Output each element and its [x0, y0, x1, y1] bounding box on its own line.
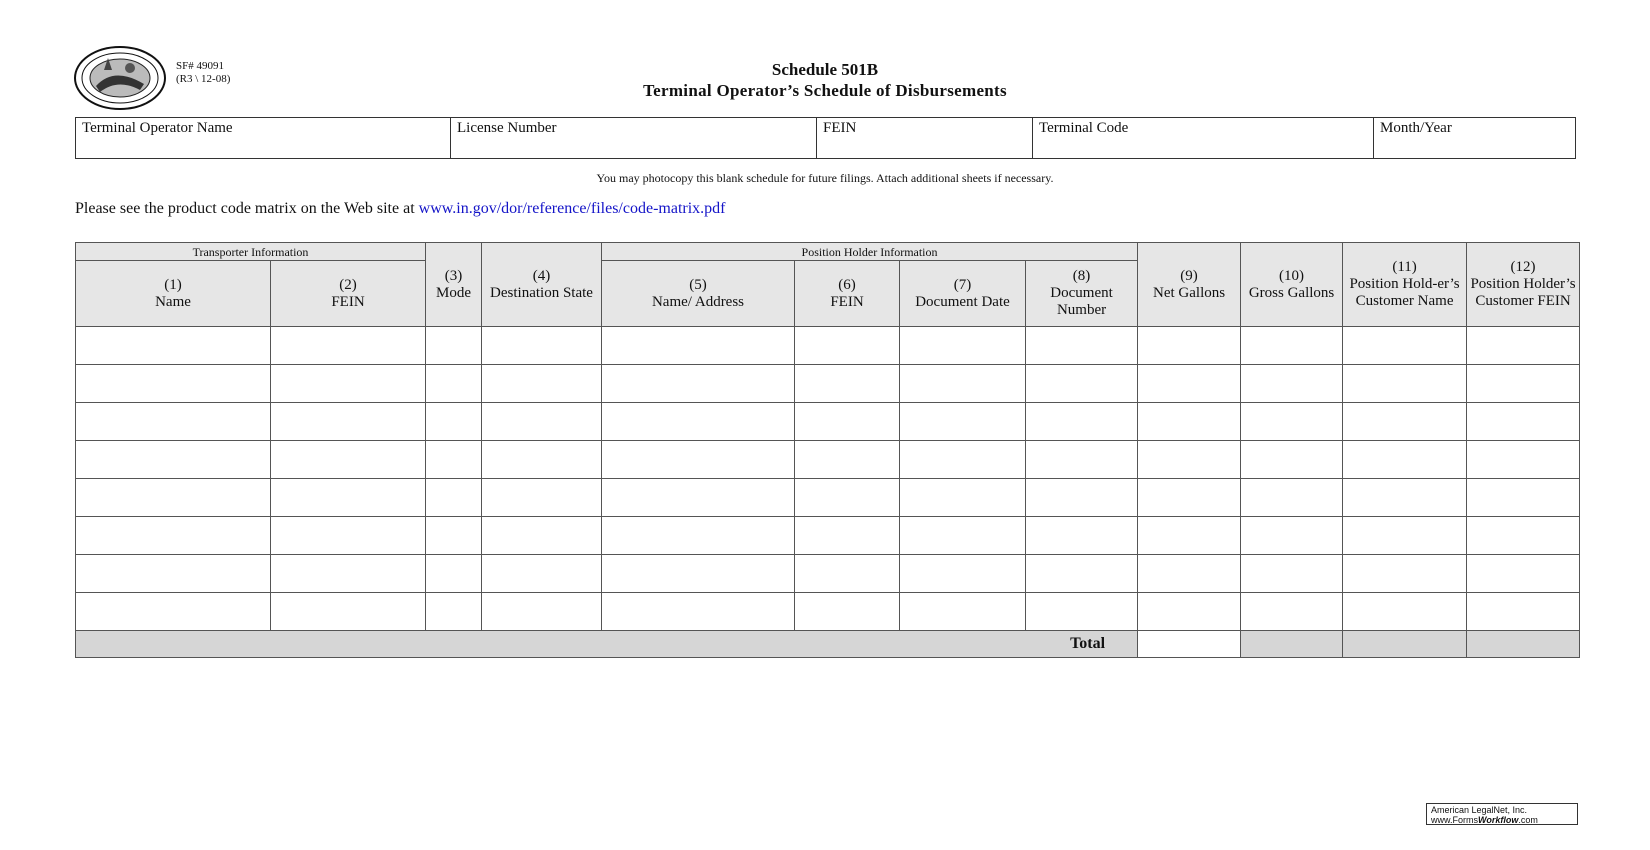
table-cell[interactable] — [1241, 403, 1343, 441]
table-cell[interactable] — [271, 479, 426, 517]
table-row — [76, 479, 1580, 517]
table-cell[interactable] — [426, 327, 482, 365]
table-cell[interactable] — [900, 327, 1026, 365]
col-number: (9) — [1180, 267, 1198, 284]
table-cell[interactable] — [1467, 555, 1580, 593]
field-label: Terminal Operator Name — [82, 120, 233, 136]
table-cell[interactable] — [482, 593, 602, 631]
table-cell[interactable] — [900, 593, 1026, 631]
col-header-customer-name — [1343, 243, 1467, 327]
table-cell[interactable] — [900, 479, 1026, 517]
table-cell[interactable] — [1241, 517, 1343, 555]
table-cell[interactable] — [482, 441, 602, 479]
table-cell[interactable] — [1467, 327, 1580, 365]
col-label: Document Number — [1050, 285, 1113, 318]
col-header-position-fein — [795, 261, 900, 327]
col-number: (5) — [689, 276, 707, 293]
table-cell[interactable] — [1467, 365, 1580, 403]
col-label: Net Gallons — [1153, 284, 1226, 301]
page-title: Schedule 501B — [771, 60, 879, 79]
table-cell[interactable] — [1343, 593, 1467, 631]
url-italic: Workflow — [1478, 815, 1519, 825]
table-row — [76, 403, 1580, 441]
table-cell[interactable] — [795, 517, 900, 555]
table-cell[interactable] — [1467, 479, 1580, 517]
col-number: (6) — [838, 276, 856, 293]
table-cell[interactable] — [1026, 403, 1138, 441]
table-cell[interactable] — [602, 593, 795, 631]
table-cell[interactable] — [1343, 517, 1467, 555]
col-label: Document Date — [915, 293, 1010, 310]
license-number-field[interactable] — [451, 118, 817, 158]
table-cell[interactable] — [1241, 441, 1343, 479]
disbursement-schedule-table — [75, 242, 1580, 658]
form-revision: (R3 \ 12-08) — [176, 73, 231, 85]
field-label: Month/Year — [1380, 120, 1452, 136]
table-cell[interactable] — [900, 555, 1026, 593]
col-header-customer-fein — [1467, 243, 1580, 327]
col-header-transporter-fein — [271, 261, 426, 327]
table-cell[interactable] — [76, 555, 271, 593]
col-label: FEIN — [331, 293, 365, 310]
col-header-transporter-name — [76, 261, 271, 327]
table-cell[interactable] — [795, 441, 900, 479]
col-number: (4) — [532, 267, 551, 284]
table-cell[interactable] — [795, 365, 900, 403]
url-prefix: www.Forms — [1431, 815, 1478, 825]
col-header-mode — [426, 243, 482, 327]
table-cell[interactable] — [795, 555, 900, 593]
table-cell[interactable] — [1343, 403, 1467, 441]
col-label: Destination State — [490, 284, 593, 301]
table-cell[interactable] — [76, 479, 271, 517]
total-shaded-cell — [1241, 631, 1343, 658]
table-row — [76, 441, 1580, 479]
table-cell[interactable] — [1138, 555, 1241, 593]
table-cell[interactable] — [271, 403, 426, 441]
table-cell[interactable] — [76, 327, 271, 365]
terminal-operator-name-field[interactable] — [76, 118, 451, 158]
table-cell[interactable] — [900, 517, 1026, 555]
table-cell[interactable] — [1241, 327, 1343, 365]
table-cell[interactable] — [1026, 517, 1138, 555]
month-year-field[interactable] — [1374, 118, 1575, 158]
table-cell[interactable] — [1026, 555, 1138, 593]
table-cell[interactable] — [1138, 479, 1241, 517]
col-header-gross-gallons — [1241, 243, 1343, 327]
table-cell[interactable] — [76, 517, 271, 555]
table-cell[interactable] — [1026, 593, 1138, 631]
table-cell[interactable] — [1138, 517, 1241, 555]
table-cell[interactable] — [426, 441, 482, 479]
table-cell[interactable] — [602, 555, 795, 593]
table-cell[interactable] — [482, 327, 602, 365]
table-cell[interactable] — [482, 555, 602, 593]
table-cell[interactable] — [271, 327, 426, 365]
page-subtitle: Terminal Operator’s Schedule of Disbursements — [643, 81, 1007, 100]
table-cell[interactable] — [602, 517, 795, 555]
col-number: (2) — [339, 276, 357, 293]
col-number: (10) — [1279, 267, 1305, 284]
table-row — [76, 327, 1580, 365]
table-cell[interactable] — [271, 517, 426, 555]
table-cell[interactable] — [426, 365, 482, 403]
field-label: License Number — [457, 120, 557, 136]
table-cell[interactable] — [482, 517, 602, 555]
col-number: (7) — [953, 276, 972, 293]
table-cell[interactable] — [795, 479, 900, 517]
col-number: (3) — [444, 267, 463, 284]
table-row — [76, 517, 1580, 555]
table-cell[interactable] — [426, 593, 482, 631]
col-header-destination-state — [482, 243, 602, 327]
col-header-net-gallons — [1138, 243, 1241, 327]
table-cell[interactable] — [1343, 327, 1467, 365]
table-cell[interactable] — [900, 403, 1026, 441]
table-cell[interactable] — [1241, 365, 1343, 403]
table-cell[interactable] — [1026, 327, 1138, 365]
table-cell[interactable] — [900, 365, 1026, 403]
taxpayer-info-box — [75, 117, 1576, 159]
col-label: FEIN — [830, 293, 864, 310]
table-cell[interactable] — [1467, 441, 1580, 479]
table-row — [76, 555, 1580, 593]
matrix-note-text: Please see the product code matrix on the Web site at — [75, 200, 419, 217]
table-cell[interactable] — [1138, 327, 1241, 365]
form-number: SF# 49091 — [176, 60, 224, 72]
table-cell[interactable] — [271, 365, 426, 403]
col-label: Position Hold-er’s Customer Name — [1349, 276, 1460, 309]
table-cell[interactable] — [76, 593, 271, 631]
total-row — [76, 631, 1580, 658]
table-cell[interactable] — [271, 441, 426, 479]
product-code-matrix-note — [75, 200, 725, 218]
table-cell[interactable] — [271, 555, 426, 593]
col-label: Mode — [436, 284, 471, 301]
table-cell[interactable] — [1343, 441, 1467, 479]
table-cell[interactable] — [1026, 441, 1138, 479]
table-cell[interactable] — [1138, 403, 1241, 441]
table-cell[interactable] — [795, 593, 900, 631]
table-cell[interactable] — [426, 517, 482, 555]
fein-field[interactable] — [817, 118, 1033, 158]
table-cell[interactable] — [1241, 555, 1343, 593]
table-cell[interactable] — [1026, 479, 1138, 517]
table-cell[interactable] — [602, 327, 795, 365]
publisher-url — [1431, 815, 1573, 825]
col-number: (12) — [1510, 259, 1536, 275]
code-matrix-link[interactable]: www.in.gov/dor/reference/files/code-matrix.pdf — [418, 200, 726, 217]
table-cell[interactable] — [1138, 441, 1241, 479]
table-cell[interactable] — [1138, 365, 1241, 403]
table-cell[interactable] — [76, 365, 271, 403]
transporter-info-header: Transporter Information — [76, 243, 426, 261]
table-cell[interactable] — [76, 441, 271, 479]
table-cell[interactable] — [1343, 555, 1467, 593]
table-cell[interactable] — [795, 327, 900, 365]
table-cell[interactable] — [602, 365, 795, 403]
table-cell[interactable] — [1343, 365, 1467, 403]
table-cell[interactable] — [900, 441, 1026, 479]
table-cell[interactable] — [1138, 593, 1241, 631]
table-cell[interactable] — [271, 593, 426, 631]
table-cell[interactable] — [482, 403, 602, 441]
table-cell[interactable] — [795, 403, 900, 441]
total-label: Total — [76, 631, 1138, 658]
col-label: Name — [155, 293, 191, 310]
publisher-name: American LegalNet, Inc. — [1431, 805, 1528, 815]
table-cell[interactable] — [1467, 593, 1580, 631]
table-cell[interactable] — [426, 479, 482, 517]
page-title-block — [0, 59, 1650, 101]
col-number: (8) — [1072, 268, 1091, 284]
table-cell[interactable] — [1467, 517, 1580, 555]
col-label: Name/ Address — [651, 293, 745, 310]
total-shaded-cell — [1467, 631, 1580, 658]
table-cell[interactable] — [1467, 403, 1580, 441]
table-cell[interactable] — [76, 403, 271, 441]
position-holder-info-header: Position Holder Information — [602, 243, 1138, 261]
table-cell[interactable] — [482, 365, 602, 403]
field-label: FEIN — [823, 120, 857, 136]
table-cell[interactable] — [1343, 479, 1467, 517]
publisher-badge — [1426, 803, 1578, 825]
col-number: (11) — [1392, 259, 1417, 275]
col-header-document-date — [900, 261, 1026, 327]
col-header-name-address — [602, 261, 795, 327]
total-shaded-cell — [1343, 631, 1467, 658]
table-cell[interactable] — [426, 555, 482, 593]
table-cell[interactable] — [602, 479, 795, 517]
table-cell[interactable] — [602, 441, 795, 479]
col-header-document-number — [1026, 261, 1138, 327]
table-cell[interactable] — [1241, 479, 1343, 517]
col-label: Position Holder’s Customer FEIN — [1470, 276, 1576, 309]
col-number: (1) — [164, 276, 182, 293]
photocopy-note: You may photocopy this blank schedule for future filings. Attach additional sheets if necessary. — [596, 171, 1054, 185]
table-row — [76, 593, 1580, 631]
total-net-gallons-cell[interactable] — [1138, 631, 1241, 658]
table-cell[interactable] — [482, 479, 602, 517]
table-cell[interactable] — [1026, 365, 1138, 403]
field-label: Terminal Code — [1039, 120, 1129, 136]
url-suffix: .com — [1518, 815, 1538, 825]
terminal-code-field[interactable] — [1033, 118, 1374, 158]
table-cell[interactable] — [1241, 593, 1343, 631]
table-cell[interactable] — [426, 403, 482, 441]
table-row — [76, 365, 1580, 403]
col-label: Gross Gallons — [1248, 284, 1335, 301]
table-cell[interactable] — [602, 403, 795, 441]
